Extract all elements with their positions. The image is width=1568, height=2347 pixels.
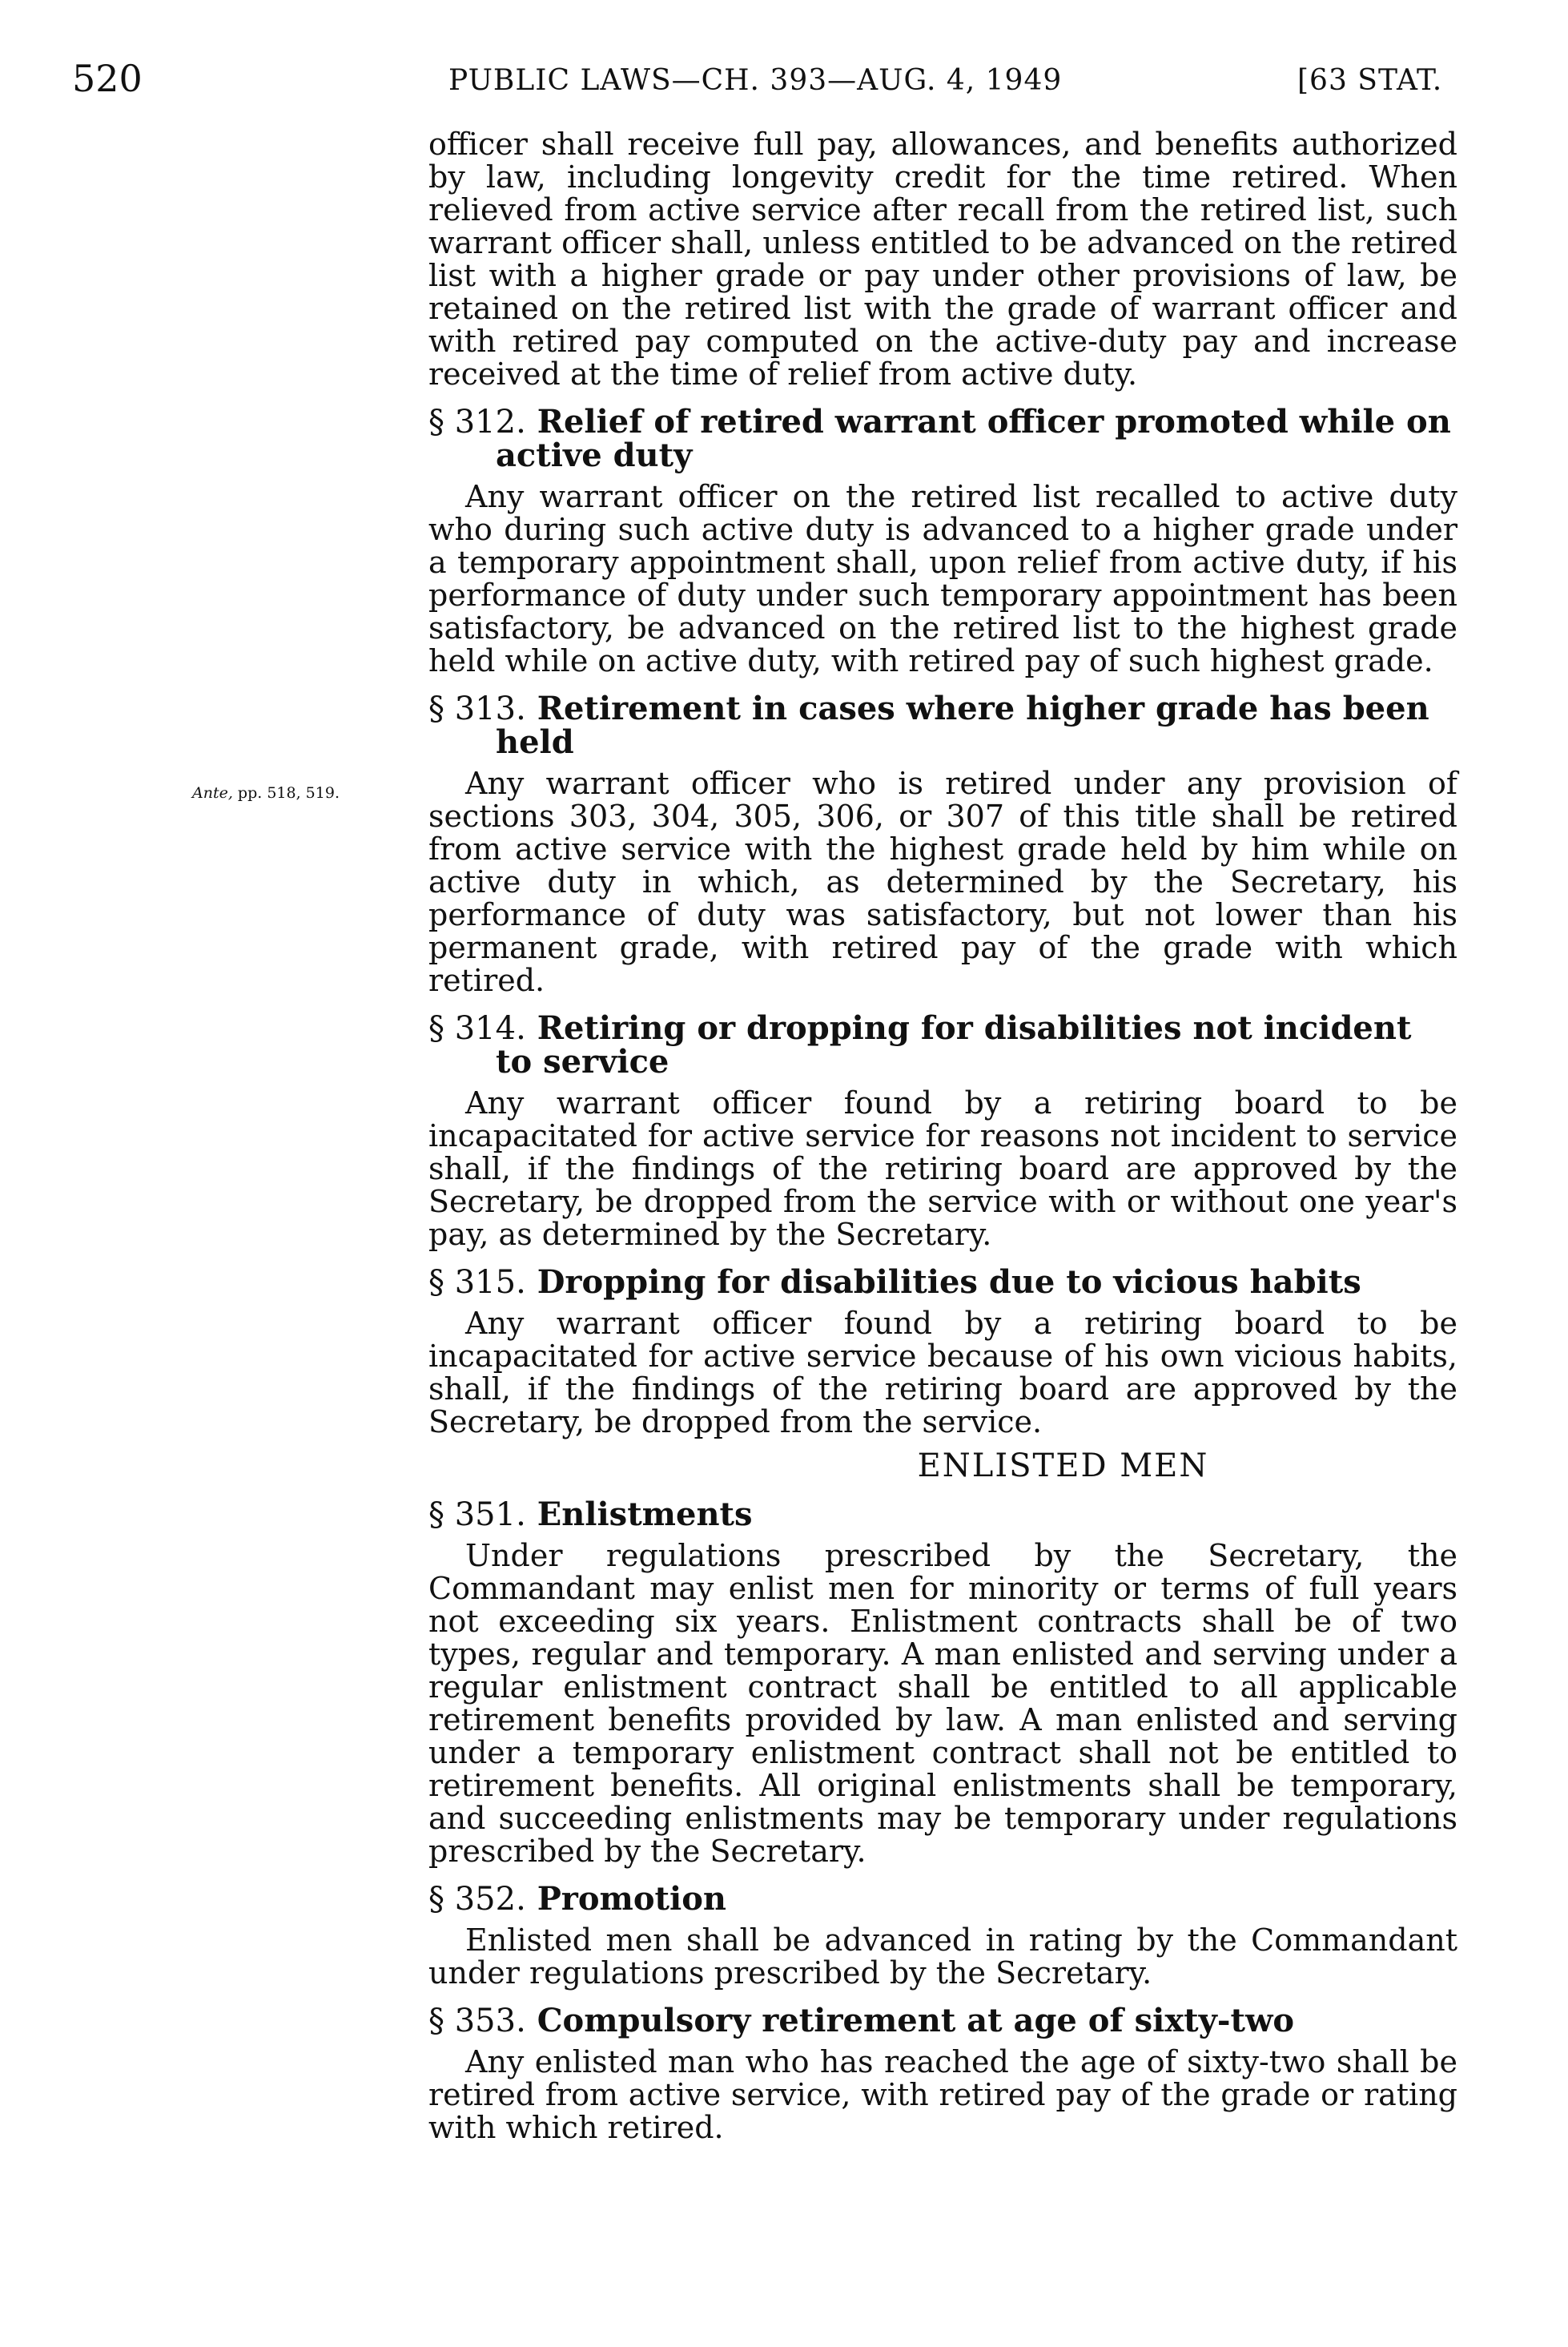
section-title: Retirement in cases where higher grade has been held bbox=[496, 690, 1429, 761]
section-text-315: Any warrant officer found by a retiring board to be incapacitated for active service because of his own vicious habits, shall, if the findings of the retiring board are approved by the Secretary, be dropped from the service. bbox=[428, 1306, 1457, 1439]
section-text-353: Any enlisted man who has reached the age of sixty-two shall be retired from active service, with retired pay of the grade or rating with which retired. bbox=[428, 2044, 1457, 2145]
section-title: Promotion bbox=[537, 1880, 726, 1918]
section-text-314: Any warrant officer found by a retiring board to be incapacitated for active service for reasons not incident to service shall, if the findings of the retiring board are approved by the Secretary, be dropped from the service with or without one year's pay, as determined by the Secretary. bbox=[428, 1085, 1457, 1252]
section-title: Compulsory retirement at age of sixty-two bbox=[537, 2002, 1295, 2039]
section-number: § 315. bbox=[428, 1264, 526, 1301]
section-text-351: Under regulations prescribed by the Secretary, the Commandant may enlist men for minority or terms of full years not exceeding six years. Enlistment contracts shall be of two types, regular and temporary. A man enlisted and serving under a regular enlistment contract shall be entitled to all applicable retirement benefits provided by law. A man enlisted and serving under a temporary enlistment contract shall not be entitled to retirement benefits. All original enlistments shall be temporary, and succeeding enlistments may be temporary under regulations prescribed by the Secretary. bbox=[428, 1538, 1457, 1869]
section-number: § 314. bbox=[428, 1010, 526, 1047]
section-heading-351 bbox=[428, 1498, 1457, 1532]
page-number: 520 bbox=[72, 57, 143, 100]
section-title: Relief of retired warrant officer promoted while on active duty bbox=[496, 403, 1451, 474]
margin-note-pages: pp. 518, 519. bbox=[232, 784, 340, 802]
statute-reference: [63 STAT. bbox=[1297, 64, 1443, 97]
section-heading-312 bbox=[428, 405, 1457, 473]
section-number: § 313. bbox=[428, 690, 526, 727]
page-header bbox=[0, 54, 1568, 103]
section-text-312: Any warrant officer on the retired list recalled to active duty who during such active duty is advanced to a higher grade under a temporary appointment shall, upon relief from active duty, if his performance of duty under such temporary appointment has been satisfactory, be advanced on the retired list to the highest grade held while on active duty, with retired pay of such highest grade. bbox=[428, 479, 1457, 678]
intro-paragraph: officer shall receive full pay, allowances, and benefits authorized by law, including longevity credit for the time retired. When relieved from active service after recall from the retired list, such warrant officer shall, unless entitled to be advanced on the retired list with a higher grade or pay under other provisions of law, be retained on the retired list with the grade of warrant officer and with retired pay computed on the active-duty pay and increase received at the time of relief from active duty. bbox=[428, 127, 1457, 392]
section-title: Enlistments bbox=[537, 1496, 753, 1533]
section-heading-353 bbox=[428, 2004, 1457, 2038]
section-heading-315 bbox=[428, 1263, 1457, 1301]
section-heading-313 bbox=[428, 692, 1457, 759]
section-heading-352 bbox=[428, 1882, 1457, 1916]
section-title: Retiring or dropping for disabilities not incident to service bbox=[496, 1009, 1412, 1081]
main-content bbox=[428, 128, 1457, 2144]
section-text-352: Enlisted men shall be advanced in rating by the Commandant under regulations prescribed by the Secretary. bbox=[428, 1922, 1457, 1991]
margin-note bbox=[192, 781, 340, 805]
margin-note-italic: Ante, bbox=[192, 784, 233, 802]
subtitle-enlisted-men: ENLISTED MEN bbox=[917, 1447, 1209, 1484]
section-title: Dropping for disabilities due to vicious habits bbox=[537, 1263, 1361, 1301]
section-number: § 353. bbox=[428, 2003, 526, 2039]
section-text-313: Any warrant officer who is retired under any provision of sections 303, 304, 305, 306, or 307 of this title shall be retired from active service with the highest grade held by him while on active duty in which, as determined by the Secretary, his performance of duty was satisfactory, but not lower than his permanent grade, with retired pay of the grade with which retired. bbox=[428, 766, 1457, 998]
section-number: § 351. bbox=[428, 1496, 526, 1533]
section-number: § 352. bbox=[428, 1881, 526, 1918]
running-title: PUBLIC LAWS—CH. 393—AUG. 4, 1949 bbox=[448, 64, 1063, 97]
section-number: § 312. bbox=[428, 404, 526, 441]
section-heading-314 bbox=[428, 1009, 1457, 1081]
